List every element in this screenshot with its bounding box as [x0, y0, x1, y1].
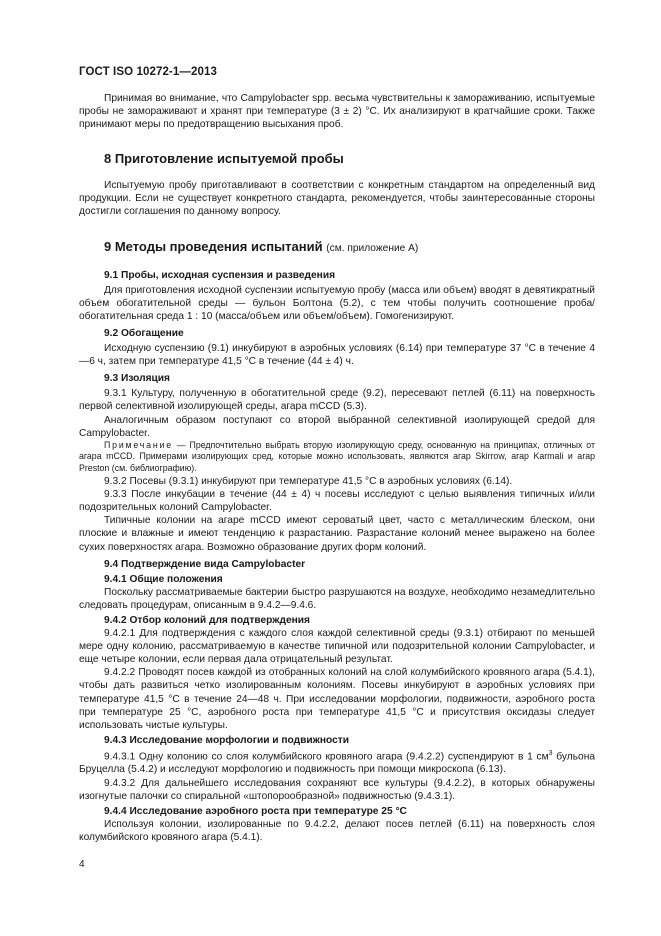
- subsection-9-2-title: 9.2 Обогащение: [104, 327, 184, 339]
- subsection-9-1-title: 9.1 Пробы, исходная суспензия и разведения: [104, 269, 336, 281]
- note: [79, 440, 595, 475]
- subsection-9-4-title: 9.4 Подтверждение вида Campylobacter: [104, 558, 306, 570]
- note-text: — Предпочтительно выбрать вторую изолирующую среду, основанную на принципах, отличных от агара mCCD. Примерами изолирующих сред, которые можно использовать, являются агар Skirrow, агар Karmali и агар Preston (см. библиографию).: [79, 439, 595, 474]
- clause-9-4-2-1-paragraph: 9.4.2.1 Для подтверждения с каждого слоя каждой селективной среды (9.3.1) отбирают по меньшей мере одну колонию, рассматриваемую в качестве типичной или подозрительной колонии Campylobacter, и еще четыре колонии, если первая дала отрицательный результат.: [79, 628, 595, 666]
- section-9-heading: [79, 239, 595, 257]
- subsection-9-1-paragraph: Для приготовления исходной суспензии испытуемую пробу (масса или объем) вводят в девятикратный объем обогатительной среды — бульон Болтона (5.2), с тем чтобы получить соотношение проба/обогатительная среда 1 : 10 (масса/объем или объем/объем). Гомогенизируют.: [79, 284, 595, 322]
- clause-9-4-2-title: 9.4.2 Отбор колоний для подтверждения: [104, 615, 310, 627]
- section-9-annex-ref: (см. приложение А): [326, 242, 419, 254]
- subsection-9-3-title: 9.3 Изоляция: [104, 373, 170, 385]
- document-header: ГОСТ ISO 10272-1—2013: [79, 66, 217, 78]
- clause-9-4-1-paragraph: Поскольку рассматриваемые бактерии быстро разрушаются на воздухе, необходимо незамедлительно следовать процедурам, описанным в 9.4.2—9.4.6.: [79, 586, 595, 611]
- clause-9-4-4-title: 9.4.4 Исследование аэробного роста при температуре 25 °С: [104, 805, 407, 817]
- clause-9-3-1-paragraph: 9.3.1 Культуру, полученную в обогатительной среде (9.2), пересевают петлей (6.11) на поверхность первой селективной изолирующей среды, агара mCCD (5.3).: [79, 388, 595, 413]
- clause-9-4-4-paragraph: Используя колонии, изолированные по 9.4.2.2, делают посев петлей (6.11) на поверхность слоя колумбийского кровяного агара (5.4.1).: [79, 818, 595, 843]
- intro-paragraph: Принимая во внимание, что Campylobacter spp. весьма чувствительны к замораживанию, испытуемые пробы не замораживают и хранят при температуре (3 ± 2) °С. Их анализируют в кратчайшие сроки. Также принимают меры по предотвращению высыхания проб.: [79, 93, 595, 131]
- clause-9-4-3-1-text-b: бульона Бруцелла (5.4.2) и исследуют морфологию и подвижность при помощи микроскопа (6.13).: [79, 751, 595, 776]
- clause-9-4-3-title: 9.4.3 Исследование морфологии и подвижности: [104, 734, 350, 746]
- clause-9-4-3-2-paragraph: 9.4.3.2 Для дальнейшего исследования сохраняют все культуры (9.4.2.2), в которых обнаружены изогнутые палочки со спиральной «штопорообразной» подвижностью (9.4.3.1).: [79, 777, 595, 802]
- clause-9-4-3-1-text-a: 9.4.3.1 Одну колонию со слоя колумбийского кровяного агара (9.4.2.2) суспендируют в 1 см: [104, 751, 549, 763]
- subsection-9-2-paragraph: Исходную суспензию (9.1) инкубируют в аэробных условиях (6.14) при температуре 37 °С в течение 4—6 ч, затем при температуре 41,5 °С в течение (44 ± 4) ч.: [79, 343, 595, 368]
- note-label: Примечание: [104, 439, 173, 450]
- clause-9-3-3-paragraph-2: Типичные колонии на агаре mCCD имеют сероватый цвет, часто с металлическим блеском, они плоские и влажные и имеют тенденцию к разрастанию. Разрастание колоний менее выражено на более сухих поверхностях агара. Возможно образование других форм колоний.: [79, 515, 595, 553]
- section-9-title: 9 Методы проведения испытаний: [104, 238, 323, 254]
- clause-9-4-2-2-paragraph: 9.4.2.2 Проводят посев каждой из отобранных колоний на слой колумбийского кровяного агара (5.4.1), чтобы дать развиться четко изолированным колониям. Посевы инкубируют в аэробных условиях при температуре 41,5 °С в течение 24—48 ч. При исследовании морфологии, подвижности, аэробного роста при температуре 25 °С, аэробного роста при температуре 41,5 °С и присутствия оксидазы следует использовать чистые культуры.: [79, 667, 595, 731]
- clause-9-3-1-paragraph-2: Аналогичным образом поступают со второй выбранной селективной изолирующей средой для Campylobacter.: [79, 414, 595, 439]
- page-number: 4: [79, 859, 85, 870]
- clause-9-4-3-1-paragraph: [79, 747, 595, 777]
- section-8-paragraph: Испытуемую пробу приготавливают в соответствии с конкретным стандартом на определенный вид продукции. Если не существует конкретного стандарта, рекомендуется, чтобы заинтересованные стороны достигли соглашения по данному вопросу.: [79, 180, 595, 218]
- clause-9-3-2-paragraph: 9.3.2 Посевы (9.3.1) инкубируют при температуре 41,5 °С в аэробных условиях (6.14).: [104, 476, 513, 488]
- clause-9-4-1-title: 9.4.1 Общие положения: [104, 573, 223, 585]
- cubic-superscript: 3: [548, 749, 553, 757]
- section-8-heading: 8 Приготовление испытуемой пробы: [104, 151, 344, 167]
- clause-9-3-3-paragraph: 9.3.3 После инкубации в течение (44 ± 4) ч посевы исследуют с целью выявления типичных и/или подозрительных колоний Campylobacter.: [79, 489, 595, 514]
- document-body: [79, 92, 595, 844]
